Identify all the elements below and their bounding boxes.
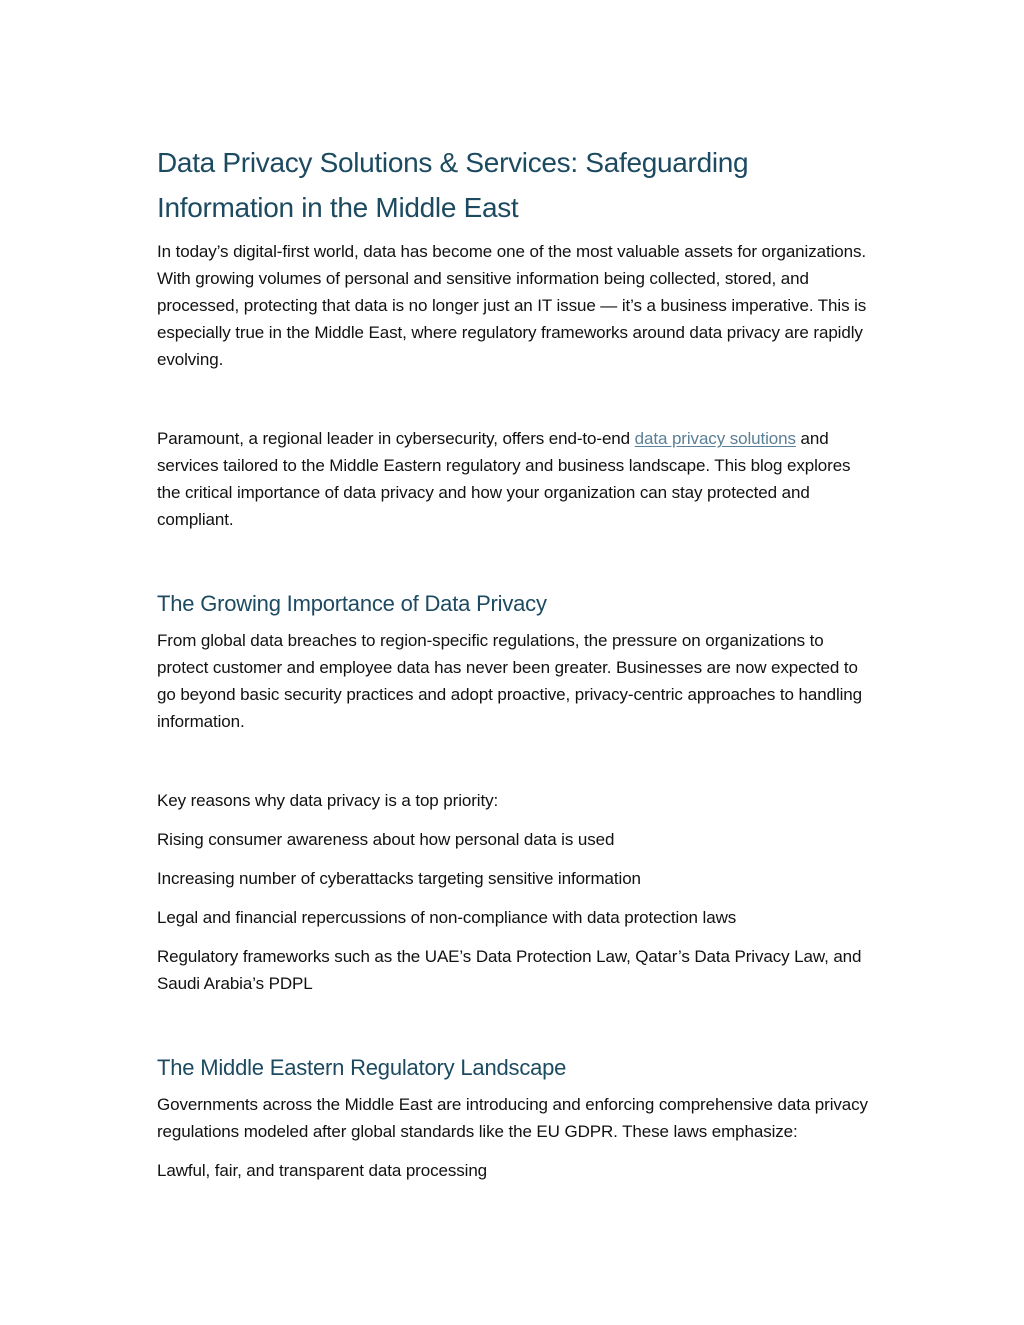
section-heading-regulatory-landscape: The Middle Eastern Regulatory Landscape — [157, 1055, 567, 1080]
section1-body: From global data breaches to region-specific regulations, the pressure on organizations to protect customer and employee data has never been greater. Businesses are now expected to go beyond basic security practices and adopt proactive, privacy-centric approaches to handling information. — [157, 631, 863, 731]
list-item: Increasing number of cyberattacks targeting sensitive information — [157, 869, 641, 888]
document-page — [157, 140, 869, 1184]
section1-list-intro: Key reasons why data privacy is a top priority: — [157, 791, 499, 810]
data-privacy-solutions-link[interactable]: data privacy solutions — [634, 429, 796, 448]
intro-paragraph: In today’s digital-first world, data has become one of the most valuable assets for organizations. With growing volumes of personal and sensitive information being collected, stored, and processed, protecting that data is no longer just an IT issue — it’s a business imperative. This is especially true in the Middle East, where regulatory frameworks around data privacy are rapidly evolving. — [157, 242, 867, 369]
page-title: Data Privacy Solutions & Services: Safeguarding Information in the Middle East — [157, 147, 749, 223]
list-item: Legal and financial repercussions of non-compliance with data protection laws — [157, 908, 737, 927]
paramount-paragraph — [157, 425, 869, 533]
list-item: Rising consumer awareness about how personal data is used — [157, 830, 615, 849]
paramount-paragraph-text-end: and services tailored to the Middle Eastern regulatory and business landscape. This blog explores the critical importance of data privacy and how your organization can stay protected and compliant. — [157, 429, 851, 529]
section2-body: Governments across the Middle East are introducing and enforcing comprehensive data privacy regulations modeled after global standards like the EU GDPR. These laws emphasize: — [157, 1095, 868, 1141]
list-item: Lawful, fair, and transparent data processing — [157, 1161, 488, 1180]
list-item: Regulatory frameworks such as the UAE’s Data Protection Law, Qatar’s Data Privacy Law, and Saudi Arabia’s PDPL — [157, 947, 862, 993]
section-heading-growing-importance: The Growing Importance of Data Privacy — [157, 591, 547, 616]
paramount-paragraph-text-start: Paramount, a regional leader in cybersecurity, offers end-to-end — [157, 429, 635, 448]
